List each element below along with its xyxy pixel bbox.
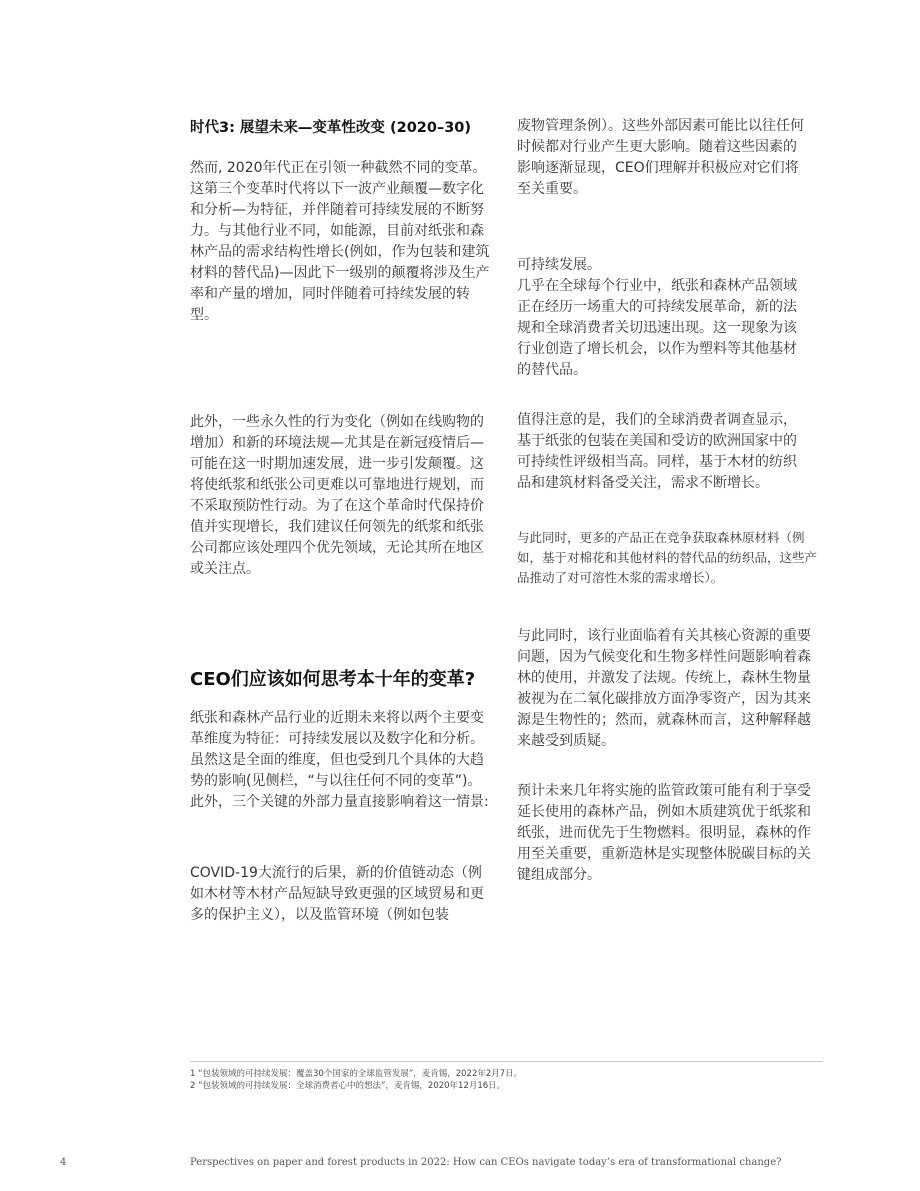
- right-paragraph-2: 几乎在全球每个行业中，纸张和森林产品领域正在经历一场重大的可持续发展革命，新的法规和全球消费者关切迅速出现。这一现象为该行业创造了增长机会，以作为塑料等其他基材的替代品。: [517, 278, 797, 378]
- right-paragraph-4: 与此同时，更多的产品正在竞争获取森林原材料（例如，基于对棉花和其他材料的替代品的纺织品，这些产品推动了对可溶性木浆的需求增长）。: [517, 530, 818, 585]
- right-paragraph-6: 预计未来几年将实施的监管政策可能有利于享受延长使用的森林产品，例如木质建筑优于纸浆和纸张，进而优先于生物燃料。很明显，森林的作用至关重要，重新造林是实现整体脱碳目标的关键组成部分。: [517, 783, 811, 883]
- left-paragraph-2: 此外，一些永久性的行为变化（例如在线购物的增加）和新的环境法规—尤其是在新冠疫情后—可能在这一时期加速发展，进一步引发颠覆。这将使纸浆和纸张公司更难以可靠地进行规划，而不采取预防性行动。为了在这个革命时代保持价值并实现增长，我们建议任何领先的纸浆和纸张公司都应该处理四个优先领域，无论其所在地区或关注点。: [190, 414, 484, 577]
- left-paragraph-3: 纸张和森林产品行业的近期未来将以两个主要变革维度为特征：可持续发展以及数字化和分析。虽然这是全面的维度，但也受到几个具体的大趋势的影响(见侧栏，“与以往任何不同的变革”)。此外，三个关键的外部力量直接影响着这一情景:: [190, 710, 489, 810]
- left-paragraph-4: COVID-19大流行的后果，新的价值链动态（例如木材等木材产品短缺导致更强的区域贸易和更多的保护主义），以及监管环境（例如包装: [190, 865, 484, 923]
- ceo-section-heading: CEO们应该如何思考本十年的变革?: [190, 669, 476, 690]
- footnote-divider: [190, 1061, 823, 1062]
- page-number: 4: [60, 1157, 67, 1168]
- footnote-2: 2 “包装领域的可持续发展：全球消费者心中的想法”，麦肯锡，2020年12月16日。: [190, 1081, 506, 1091]
- right-paragraph-5: 与此同时，该行业面临着有关其核心资源的重要问题，因为气候变化和生物多样性问题影响着森林的使用，并激发了法规。传统上，森林生物量被视为在二氧化碳排放方面净零资产，因为其来源是生物性的；然而，就森林而言，这种解释越来越受到质疑。: [517, 628, 811, 749]
- era3-heading: 时代3: 展望未来—变革性改变 (2020–30): [190, 120, 472, 136]
- right-paragraph-1: 废物管理条例）。这些外部因素可能比以往任何时候都对行业产生更大影响。随着这些因素的影响逐渐显现，CEO们理解并积极应对它们将至关重要。: [517, 118, 804, 197]
- footnote-1: 1 “包装领域的可持续发展：覆盖30个国家的全球监管发展”，麦肯锡，2022年2月7日。: [190, 1069, 523, 1079]
- running-title: Perspectives on paper and forest products in 2022: How can CEOs navigate today’s era of transformational change?: [190, 1157, 782, 1168]
- sustainability-title: 可持续发展。: [517, 257, 601, 273]
- right-paragraph-3: 值得注意的是，我们的全球消费者调查显示，基于纸张的包装在美国和受访的欧洲国家中的可持续性评级相当高。同样，基于木材的纺织品和建筑材料备受关注，需求不断增长。: [517, 412, 797, 491]
- left-paragraph-1: 然而, 2020年代正在引领一种截然不同的变革。这第三个变革时代将以下一波产业颠覆—数字化和分析—为特征，并伴随着可持续发展的不断努力。与其他行业不同，如能源，目前对纸张和森林产品的需求结构性增长(例如，作为包装和建筑材料的替代品)—因此下一级别的颠覆将涉及生产率和产量的增加，同时伴随着可持续发展的转型。: [190, 160, 490, 323]
